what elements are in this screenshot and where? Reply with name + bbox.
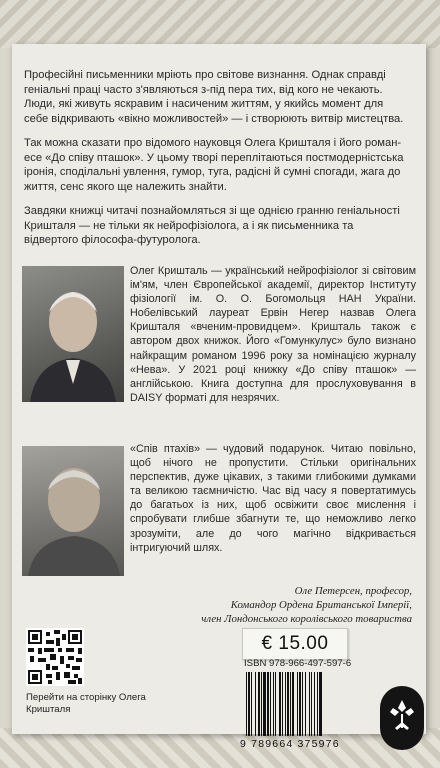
barcode-digits: 9 789664 375976 bbox=[240, 738, 340, 750]
reviewer-name: Оле Петерсен, професор, bbox=[294, 585, 412, 597]
intro-paragraph-1: Професійні письменники мріють про світове визнання. Однак справді геніальні праці часто з'являються з-під пера тих, від кого не чекають. Люди, які живуть яскравим і насиченим життям, у якийсь момент для себе відкривають «вікно можливостей» — і створюють витвір мистецтва. bbox=[24, 69, 404, 125]
author-bio: Олег Кришталь — український нейрофізіолог зі світовим ім'ям, член Європейської академії, директор Інституту фізіології ім. О. О. Богомольця НАН України. Нобелівський лауреат Ервін Негер назвав Олега Кришталя «вченим-провидцем». Кришталь також є автором двох книжок. Його «Гомункулус» було визнано найкращим романом 1996 року за номінацією журналу «Нева». У 2021 році книжку «До співу пташок» — англійською. Книга доступна для прослуховування в DAISY форматі для незрячих. bbox=[130, 265, 416, 404]
reviewer-org: член Лондонського королівського товариства bbox=[201, 613, 412, 625]
qr-code-icon[interactable] bbox=[26, 628, 84, 686]
book-back-cover bbox=[12, 44, 426, 750]
reviewer-title: Командор Ордена Британської Імперії, bbox=[230, 599, 412, 611]
barcode-icon bbox=[244, 672, 360, 736]
reviewer-photo bbox=[22, 446, 124, 576]
author-portrait-icon bbox=[22, 266, 124, 402]
review-quote: «Спів птахів» — чудовий подарунок. Читаю повільно, щоб нічого не пропустити. Стільки оригінальних перспектив, дуже цікавих, з такими глибокими думками та великою таємничістю. Час від часу я повертатимусь до багатьох із них, щоб освіжити своє мислення і спробувати глибше збагнути те, що неможливо легко зрозуміти, але до чого магічно відкривається інтригуючий шлях. bbox=[130, 443, 416, 554]
intro-paragraph-3: Завдяки книжці читачі познайомляться зі ще однією гранню геніальності Кришталя — не тільки як нейрофізіолога, а і як письменника та відвертого філософа-футуролога. bbox=[24, 205, 400, 247]
intro-paragraph-2: Так можна сказати про відомого науковця Олега Кришталя і його роман-есе «До співу пташок». У цьому творі переплітаються постмодерністська іронія, споділальні увлення, гумор, туга, радісні й сумні спогади, жага до життя, сенс якого ще належить знайти. bbox=[24, 137, 404, 193]
background-top bbox=[0, 0, 440, 48]
author-photo bbox=[22, 266, 124, 402]
reviewer-portrait-icon bbox=[22, 446, 124, 576]
qr-caption: Перейти на сторінку Олега Кришталя bbox=[26, 692, 146, 715]
watermark-badge-icon bbox=[380, 686, 424, 750]
background-bottom bbox=[0, 728, 440, 768]
price-sticker: € 15.00 bbox=[242, 628, 348, 660]
isbn-label: ISBN 978-966-497-597-6 bbox=[244, 658, 352, 669]
